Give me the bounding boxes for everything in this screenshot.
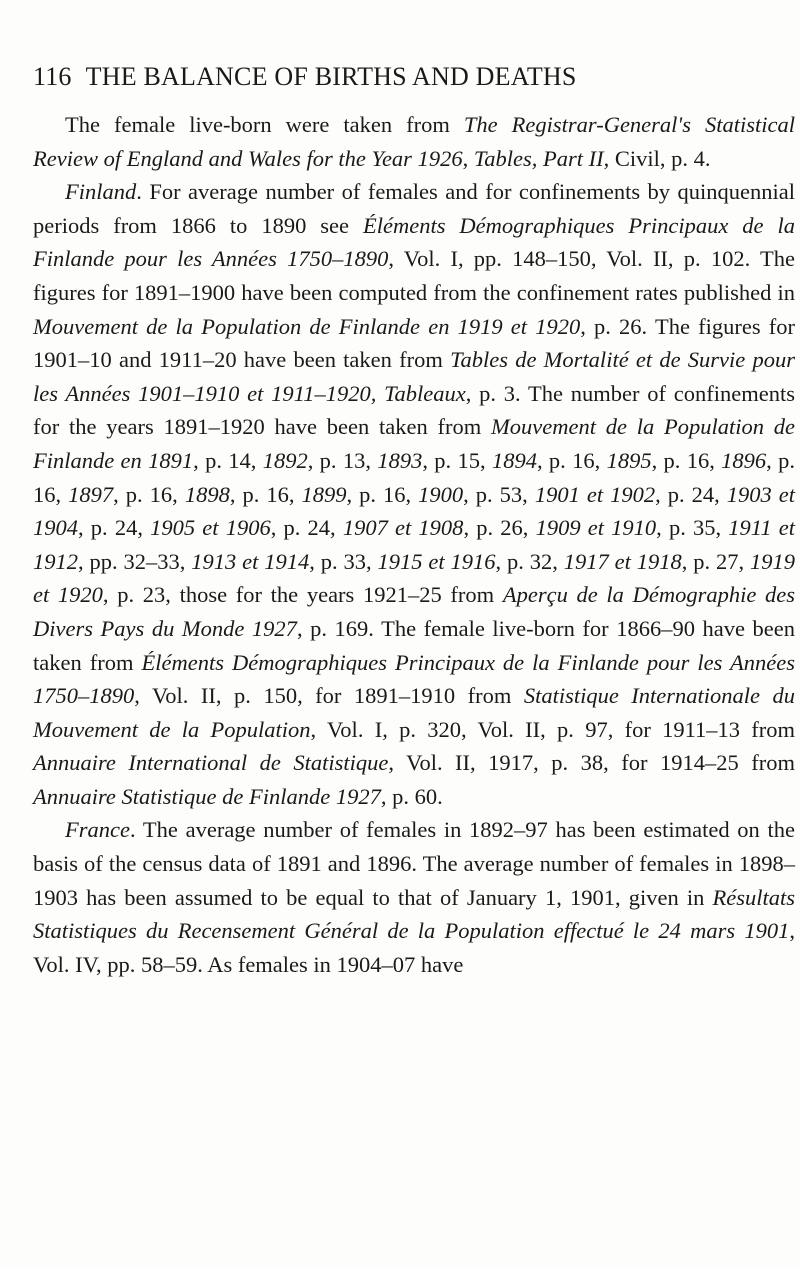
text-run: , Vol. I, p. 320, Vol. II, p. 97, for 1911–13 from (310, 716, 795, 742)
italic-run: 1917 et 1918 (563, 548, 682, 574)
text-run: , p. 16, (229, 481, 302, 507)
text-run: , pp. 32–33, (78, 548, 192, 574)
italic-run: France (65, 817, 130, 843)
italic-run: Finland (65, 179, 137, 205)
italic-run: Mouvement de la Population de Finlande en 1919 et 1920 (33, 313, 581, 339)
italic-run: Aperçu de la Démographie des Divers Pays du Monde 1927 (33, 582, 795, 641)
italic-run: 1896 (721, 447, 767, 473)
body-text (33, 108, 795, 981)
text-run: . For average number of females and for confinements by quinquennial periods from 1866 to 1890 see (33, 179, 795, 238)
text-run: , p. 53, (463, 481, 535, 507)
text-run: , p. 14, (193, 447, 263, 473)
text-run: , p. 16, (651, 447, 722, 473)
text-run: , p. 24, (655, 481, 727, 507)
text-run: . The average number of females in 1892–97 has been estimated on the basis of the census data of 1891 and 1896. The average number of females in 1898–1903 has been assumed to be equal to that of January 1, 1901, given in (33, 817, 795, 910)
italic-run: 1898 (184, 481, 230, 507)
text-run: , p. 26, (463, 515, 536, 541)
italic-run: 1893 (377, 447, 423, 473)
text-run: , p. 16, (346, 481, 419, 507)
italic-run: Mouvement de la Population de Finlande en 1891 (33, 414, 795, 473)
text-run: , Vol. I, pp. 148–150, Vol. II, p. 102. The figures for 1891–1900 have been computed from the confinement rates published in (33, 246, 795, 305)
italic-run: 1892 (262, 447, 308, 473)
italic-run: 1909 et 1910 (535, 515, 657, 541)
page-title: THE BALANCE OF BIRTHS AND DEATHS (85, 62, 577, 91)
italic-run: 1911 et 1912 (33, 515, 796, 574)
text-run: , p. 16, (33, 447, 795, 507)
italic-run: 1905 et 1906 (150, 515, 271, 541)
paragraph-great-britain (33, 108, 795, 175)
text-run: , p. 33, (309, 548, 378, 574)
italic-run: Éléments Démographiques Principaux de la Finlande pour les Années 1750–1890 (33, 212, 795, 272)
italic-run: 1899 (301, 481, 347, 507)
italic-run: 1900 (418, 481, 464, 507)
text-run: The female live-born were taken from (65, 112, 464, 137)
italic-run: 1894 (491, 447, 537, 473)
text-run: , (462, 145, 474, 171)
text-run: , p. 24, (78, 515, 151, 541)
italic-run: 1901 et 1902 (534, 481, 656, 507)
text-run: , p. 13, (307, 447, 378, 473)
text-run: , p. 3. The number of confinements for the years 1891–1920 have been taken from (33, 380, 795, 440)
italic-run: 1915 et 1916 (377, 548, 496, 574)
italic-run: Tables, Part II (473, 145, 604, 171)
page-number: 116 (33, 62, 72, 91)
paragraph-france (33, 813, 795, 981)
paragraph-finland (33, 175, 795, 813)
italic-run: 1913 et 1914 (191, 548, 310, 574)
text-run: , p. 23, those for the years 1921–25 from (102, 582, 503, 608)
text-run: , p. 35, (656, 515, 729, 541)
text-run: , Vol. II, p. 150, for 1891–1910 from (134, 683, 524, 709)
italic-run: 1919 et 1920 (33, 548, 795, 608)
italic-run: Annuaire International de Statistique (33, 750, 389, 776)
text-run: , Vol. II, 1917, p. 38, for 1914–25 from (388, 750, 795, 776)
text-run: , p. 169. The female live-born for 1866–90 have been taken from (33, 615, 796, 675)
italic-run: 1907 et 1908 (342, 515, 464, 541)
text-run: , p. 16, (113, 481, 185, 507)
text-run: , p. 24, (270, 515, 343, 541)
text-run: , p. 26. The figures for 1901–10 and 1911–20 have been taken from (33, 313, 795, 373)
italic-run: 1897 (68, 481, 114, 507)
text-run: , p. 60. (380, 783, 443, 809)
italic-run: The Registrar-General's Statistical Review of England and Wales for the Year 1926 (33, 112, 795, 171)
italic-run: Résultats Statistiques du Recensement Général de la Population effectué le 24 mars 1901 (33, 884, 795, 944)
text-run: , p. 15, (422, 447, 492, 473)
italic-run: Tables de Mortalité et de Survie pour les Années 1901–1910 et 1911–1920, Tableaux (33, 347, 795, 406)
italic-run: 1895 (606, 447, 652, 473)
text-run: , p. 32, (495, 548, 564, 574)
text-run: , Civil, p. 4. (603, 145, 711, 171)
text-run: , p. 16, (536, 447, 607, 473)
italic-run: Statistique Internationale du Mouvement de la Population (33, 683, 796, 742)
italic-run: Éléments Démographiques Principaux de la Finlande pour les Années 1750–1890 (33, 649, 795, 709)
running-head (33, 62, 577, 92)
text-run: , Vol. IV, pp. 58–59. As females in 1904–07 have (33, 918, 795, 977)
italic-run: Annuaire Statistique de Finlande 1927 (33, 783, 381, 809)
italic-run: 1903 et 1904 (33, 481, 796, 541)
text-run: , p. 27, (681, 548, 750, 574)
